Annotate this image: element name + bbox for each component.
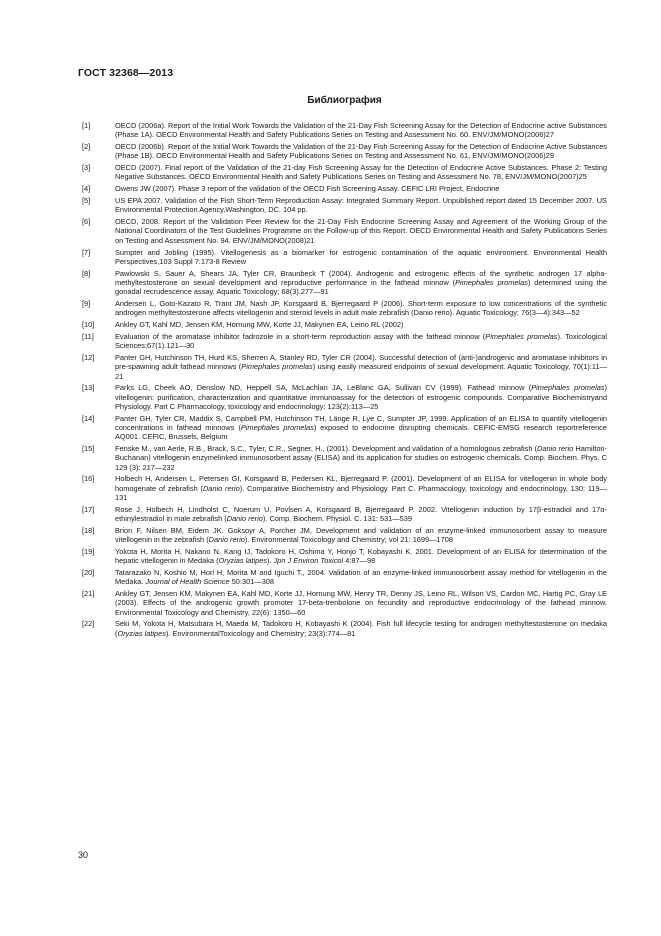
reference-text-segment: ). Toxicological Sciences;67(1).121—30: [115, 331, 607, 351]
reference-number: [16]: [82, 474, 95, 484]
section-title: Библиография: [307, 95, 382, 106]
reference-italic-segment: Danio rerio: [202, 483, 240, 493]
reference-italic-segment: Danio rerio: [537, 444, 574, 454]
reference-item: [82, 163, 607, 182]
reference-number: [17]: [82, 504, 95, 514]
reference-text-segment: Brion F, Nilsen BM, Eidem JK. Goksoyr A, Porcher JM, Development and validation of an enzyme-linked immunosorbent assay to measure vitellogenin in the zebrafish (: [115, 525, 607, 545]
reference-text-segment: Hamilton-Buchanan) vitellogenin enzymelinked immunosorbent assay (ELISA) and its application for studies on estrogenic chemicals. Comp. Biochem. Phys. C 129 (3): 217—232: [115, 444, 608, 472]
reference-text: [115, 184, 607, 193]
reference-number: [14]: [82, 413, 95, 423]
reference-item: [82, 142, 607, 161]
reference-item: [82, 547, 607, 566]
reference-item: [82, 568, 607, 587]
reference-text: [115, 163, 607, 182]
reference-text: [115, 217, 607, 245]
reference-italic-segment: Oryzias latipes: [117, 628, 166, 638]
reference-list: [82, 121, 607, 641]
reference-text-segment: ). Comparative Biochemistry and Physiology. Part C. Pharmacology, toxicology and endocrinology, 130: 119—131: [115, 483, 607, 502]
reference-number: [10]: [82, 320, 95, 330]
reference-text-segment: OECD, 2008. Report of the Validation Peer Review for the 21-Day Fish Endocrine Screening Assay and Agreement of the Working Group of the National Coordinators of the Test Guidelines Programme on the Follow-up of this Report. OECD Environmental Health and Safety Publications Series on Testing and Assessment No. 94. ENV/JM/MONO(2008)21: [115, 217, 607, 245]
reference-text-segment: ). Environmental Toxicology and Chemistry; vol 21: 1699—1708: [244, 535, 453, 545]
reference-text-segment: Ankley GT, Kahl MD, Jensen KM, Hornung MW, Korte JJ, Makynen EA, Leino RL (2002): [115, 320, 404, 330]
reference-text: [115, 299, 607, 318]
reference-text-segment: Evaluation of the aromatase inhibitor fadrozole in a short-term reproduction assay with the fathead minnow (: [115, 331, 486, 341]
reference-number: [22]: [82, 619, 95, 629]
reference-number: [18]: [82, 525, 95, 535]
reference-item: [82, 196, 607, 215]
reference-text-segment: Yokota H, Morita H, Nakano N, Kang IJ, Tadokoro H, Oshima Y, Honjo T, Kobayashi K. 2001. Development of an ELISA for determination of the hepatic vitellogenin in Medaka (: [115, 546, 607, 566]
reference-text: [115, 121, 607, 140]
reference-text-segment: Owens JW (2007). Phase 3 report of the validation of the OECD Fish Screening Assay. CEFIC LRI Project, Endocrine: [115, 184, 500, 194]
reference-item: [82, 383, 607, 411]
reference-italic-segment: Pimephales promelas: [241, 362, 313, 372]
reference-italic-segment: Oryzias latipes: [218, 556, 267, 566]
reference-text-segment: 50:301—308: [229, 577, 275, 587]
reference-italic-segment: Journal of Health Science: [145, 577, 230, 587]
reference-text-segment: ) vitellogenin: purification, characterization and quantitative immunoassay for the detection of estrogenic compounds. Comparative Biochemistryand Physiology. Part C Pharmacology, toxicology and endocrinology; 123(2):113—25: [115, 383, 607, 411]
reference-number: [9]: [82, 299, 91, 308]
reference-item: [82, 619, 607, 638]
reference-text: [115, 320, 607, 329]
reference-text-segment: Ankley GT, Jensen KM, Makynen EA, Kahl MD, Korte JJ, Hornung MW, Henry TR, Denny JS, Leino RL, Wilson VS, Cardon MC, Hartig PC, Gray LE (2003). Effects of the androgenic growth promoter 17-beta-trenbolone on fecundity and reproductive endocrinology of the fathead minnow. Environmental Toxicology and Chemistry, 22(6): 1350—60: [115, 589, 607, 617]
reference-text: [115, 589, 607, 617]
page-number: 30: [78, 850, 89, 860]
reference-text: [115, 568, 607, 587]
reference-italic-segment: Jpn J Environ Toxicol: [273, 556, 344, 566]
reference-item: [82, 269, 607, 297]
reference-item: [82, 505, 607, 524]
reference-text: [115, 547, 607, 566]
reference-italic-segment: Danio rerio: [208, 535, 245, 545]
reference-item: [82, 299, 607, 318]
reference-text-segment: OECD (2006b). Report of the Initial Work Towards the Validation of the 21-Day Fish Screening Assay for the Detection of Endocrine Active Substances (Phase 1B). OECD Environmental Health and Safety Publications Series on Testing and Assessment No. 61, ENV/JM/MONO(2006)29: [115, 142, 607, 161]
reference-number: [1]: [82, 121, 91, 130]
reference-number: [3]: [82, 163, 91, 173]
reference-item: [82, 414, 607, 442]
standard-code: ГОСТ 32368—2013: [78, 67, 174, 79]
reference-text-segment: Holbech H, Andersen L, Petersen GI, Korsgaard B, Pedersen KL, Bjerregaard P. (2001). Development of an ELISA for vitellogenin in whole body homogenate of zebrafish (: [115, 474, 607, 493]
reference-text-segment: ) determined using the gonadal recrudescence assay. Aquatic Toxicology; 68(3).277—91: [115, 277, 607, 297]
reference-item: [82, 332, 607, 351]
reference-item: [82, 353, 607, 381]
reference-text: [115, 353, 607, 381]
reference-number: [21]: [82, 589, 95, 599]
reference-text-segment: ) exposed to endocrine disrupting chemicals. CEFIC-EMSG research reportreference AQ001. CEFIC, Brussels, Belgium: [115, 422, 607, 442]
reference-text: [115, 383, 607, 411]
reference-text-segment: Panter GH, Hutchinson TH, Hurd KS, Sherren A, Stanley RD, Tyler CR (2004). Successful detection of (anti-)androgenic and aromatase inhibitors in pre-spawning adult fathead minnows (: [115, 353, 607, 372]
reference-text: [115, 444, 607, 472]
reference-italic-segment: Pimephales promelas: [531, 383, 605, 393]
reference-number: [20]: [82, 568, 95, 578]
reference-text-segment: Sumpter and Jobling (1995). Vitellogenesis as a biomarker for estrogenic contamination of the aquatic environment. Environmental Health Perspectives,103 Suppl 7:173-8 Review: [115, 247, 607, 266]
reference-text-segment: Rose J, Holbech H, Lindholst C, Noerum U, Povlsen A, Korsgaard B, Bjerregaard P. 2002. Vitellogenin induction by 17β-estradiol and 17α-ethinylestradiol in male zebrafish (: [115, 504, 607, 523]
reference-text-segment: ). Comp. Biochem. Physiol. C. 131: 531—539: [262, 514, 413, 523]
reference-italic-segment: Pimephales promelas: [240, 422, 314, 432]
reference-text-segment: Andersen L, Goto-Kazato R, Trant JM, Nash JP, Korsgaard B, Bjerregaard P (2006). Short-term exposure to low concentrations of the synthetic androgen methyltestosterone affects vitellogenin and steroid levels in adult male zebrafish (Danio rerio). Aquatic Toxicology; 76(3—4):343—52: [115, 299, 607, 318]
reference-text-segment: ) using easily measured endpoints of sexual development. Aquatic Toxicology, 70(1):11—21: [115, 362, 607, 381]
reference-text-segment: Tatarazako N, Koshio M, Hori H, Morita M and Iguchi T., 2004. Validation of an enzyme-linked immunosorbent assay method for vitellogenin in the Medaka.: [115, 568, 607, 587]
reference-text-segment: ).: [267, 556, 274, 566]
reference-number: [6]: [82, 217, 91, 227]
reference-number: [19]: [82, 546, 95, 556]
reference-item: [82, 320, 607, 329]
reference-text: [115, 196, 607, 215]
reference-text-segment: Fenske M., van Aerle, R.B., Brack, S.C., Tyler, C.R., Segner, H., (2001). Development and validation of a homologous zebrafish (: [115, 444, 538, 454]
reference-text: [115, 474, 607, 502]
reference-item: [82, 444, 607, 472]
reference-italic-segment: Pimephales promelas: [485, 331, 558, 341]
reference-number: [5]: [82, 196, 91, 206]
reference-text: [115, 414, 607, 442]
reference-text: [115, 142, 607, 161]
reference-item: [82, 589, 607, 617]
reference-text-segment: 4:87—98: [343, 556, 376, 566]
reference-italic-segment: Danio rerio: [226, 514, 263, 523]
reference-text-segment: OECD (2006a). Report of the Initial Work Towards the Validation of the 21-Day Fish Screening Assay for the Detection of Endocrine active Substances (Phase 1A). OECD Environmental Health and Safety Publications Series on Testing and Assessment No. 60. ENV/JM/MONO(2006)27: [115, 121, 607, 140]
reference-number: [11]: [82, 331, 94, 341]
reference-text: [115, 526, 607, 545]
reference-item: [82, 121, 607, 140]
reference-number: [15]: [82, 444, 95, 454]
reference-text: [115, 619, 607, 638]
reference-number: [2]: [82, 142, 91, 152]
reference-text: [115, 332, 607, 351]
reference-text-segment: US EPA 2007. Validation of the Fish Short-Term Reproduction Assay: Integrated Summary Report. Unpublished report dated 15 December 2007. US Environmental Protection Agency,Washington, DC. 104 pp.: [115, 196, 607, 215]
reference-text-segment: OECD (2007). Final report of the Validation of the 21-day Fish Screening Assay for the Detection of Endocrine Active Substances. Phase 2: Testing Negative Substances. OECD Environmental Health and Safety Publications Series on Testing and Assessment No. 78, ENV/JM/MONO(2007)25: [115, 163, 607, 182]
reference-text-segment: Panter GH, Tyler CR, Maddix S, Campbell PM, Hutchinson TH, Länge R, Lye C, Sumpter JP, 1999. Application of an ELISA to quantify vitellogenin concentrations in fathead minnows (: [115, 413, 607, 432]
reference-text-segment: ). EnvironmentalToxicology and Chemistry; 23(3):774—81: [165, 628, 356, 638]
reference-text-segment: Seki M, Yokota H, Matsubara H, Maeda M, Tadokoro H, Kobayashi K (2004). Fish full lifecycle testing for androgen methyltestosterone on medaka (: [115, 619, 607, 638]
reference-text: [115, 248, 607, 267]
reference-text: [115, 269, 607, 297]
reference-text-segment: Parks LG, Cheek AO, Denslow ND, Heppell SA, McLachlan JA, LeBlanc GA, Sullivan CV (1999). Fathead minnow (: [115, 383, 532, 393]
reference-text-segment: Pawlowski S, Sauer A, Shears JA, Tyler CR, Braunbeck T (2004). Androgenic and estrogenic effects of the synthetic androgen 17 alpha-methyltestosterone on sexual development and reproductive performance in the fathead minnow (: [115, 268, 607, 287]
reference-number: [7]: [82, 247, 91, 257]
reference-item: [82, 248, 607, 267]
reference-item: [82, 217, 607, 245]
reference-item: [82, 184, 607, 193]
reference-text: [115, 505, 607, 524]
reference-italic-segment: Pimephales promelas: [455, 277, 528, 287]
reference-item: [82, 526, 607, 545]
reference-number: [12]: [82, 353, 95, 363]
reference-number: [13]: [82, 383, 95, 393]
reference-item: [82, 474, 607, 502]
reference-number: [8]: [82, 268, 91, 278]
reference-number: [4]: [82, 184, 91, 194]
